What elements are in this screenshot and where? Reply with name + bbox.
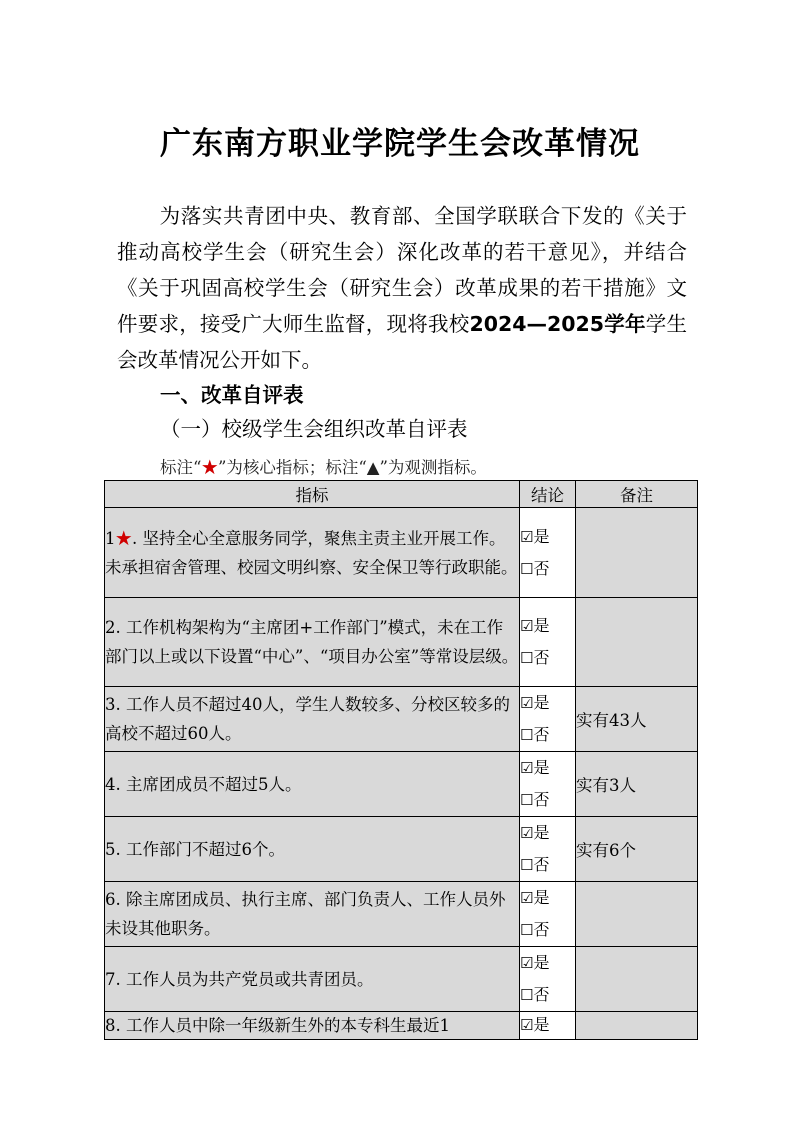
legend-note-part2: ”为核心指标；标注“▲”为观测指标。 [217, 458, 487, 477]
conclusion-cell [520, 947, 576, 1012]
empty-box-icon[interactable]: ☐ [520, 649, 534, 667]
empty-box-icon[interactable]: ☐ [520, 559, 534, 578]
option-label: 是 [533, 888, 550, 907]
remark-cell [576, 598, 698, 687]
option-label: 否 [533, 725, 550, 744]
empty-box-icon[interactable]: ☐ [520, 791, 534, 809]
conclusion-cell [520, 1012, 576, 1040]
option-yes[interactable] [520, 521, 575, 553]
option-yes[interactable] [520, 947, 575, 979]
indicator-number: 2 [105, 618, 116, 637]
option-yes[interactable] [520, 882, 575, 914]
indicator-cell [105, 882, 520, 947]
indicator-text: . 工作人员不超过40人，学生人数较多、分校区较多的高校不超过60人。 [105, 695, 510, 743]
conclusion-cell [520, 882, 576, 947]
empty-box-icon[interactable]: ☐ [520, 986, 534, 1004]
option-yes[interactable] [520, 752, 575, 784]
option-label: 否 [533, 790, 550, 809]
indicator-cell [105, 947, 520, 1012]
option-label: 是 [533, 693, 550, 712]
indicator-text: . 工作人员中除一年级新生外的本专科生最近1 [115, 1016, 450, 1035]
remark-cell [576, 947, 698, 1012]
header-conclusion: 结论 [520, 481, 576, 508]
option-yes[interactable] [520, 817, 575, 849]
remark-cell [576, 882, 698, 947]
conclusion-cell [520, 817, 576, 882]
checked-box-icon[interactable]: ☑ [520, 617, 534, 635]
table-header-row [105, 481, 698, 508]
legend-note-part1: 标注“ [160, 458, 202, 477]
option-no[interactable] [520, 719, 575, 751]
empty-box-icon[interactable]: ☐ [520, 921, 534, 939]
indicator-text: . 工作人员为共产党员或共青团员。 [115, 969, 374, 989]
remark-cell: 实有43人 [576, 687, 698, 752]
indicator-cell [105, 817, 520, 882]
option-no[interactable] [520, 914, 575, 946]
intro-text-b: 学生会改革情况公开如下。 [117, 312, 687, 372]
indicator-number: 8 [105, 1016, 116, 1035]
legend-note [160, 454, 487, 478]
option-no[interactable] [520, 979, 575, 1011]
conclusion-cell [520, 508, 576, 598]
indicator-text: . 坚持全心全意服务同学，聚焦主责主业开展工作。未承担宿舍管理、校园文明纠察、安全保卫等行政职能。 [105, 528, 518, 577]
checked-box-icon[interactable]: ☑ [520, 824, 534, 842]
checked-box-icon[interactable]: ☑ [520, 694, 534, 712]
option-label: 否 [533, 920, 550, 939]
checked-box-icon[interactable]: ☑ [520, 527, 534, 546]
table-row [105, 508, 698, 598]
remark-cell [576, 1012, 698, 1040]
option-no[interactable] [520, 553, 575, 585]
checked-box-icon[interactable]: ☑ [520, 759, 534, 777]
option-label: 是 [533, 823, 550, 842]
indicator-number: 3 [105, 695, 116, 714]
option-label: 是 [533, 1015, 550, 1034]
intro-bold-year: 2024—2025学年 [469, 312, 646, 336]
indicator-text: . 主席团成员不超过5人。 [115, 774, 302, 794]
remark-cell: 实有6个 [576, 817, 698, 882]
indicator-cell [105, 752, 520, 817]
indicator-number: 5 [105, 839, 116, 859]
core-star-icon: ★ [115, 528, 132, 548]
option-no[interactable] [520, 849, 575, 881]
self-evaluation-table [104, 480, 698, 1040]
table-row [105, 598, 698, 687]
document-title: 广东南方职业学院学生会改革情况 [160, 126, 640, 162]
indicator-number: 1 [105, 528, 116, 548]
indicator-number: 4 [105, 774, 116, 794]
option-label: 是 [533, 758, 550, 777]
indicator-text: . 工作部门不超过6个。 [115, 839, 285, 859]
checked-box-icon[interactable]: ☑ [520, 1016, 534, 1034]
intro-text-a: 为落实共青团中央、教育部、全国学联联合下发的《关于推动高校学生会（研究生会）深化改革的若干意见》，并结合《关于巩固高校学生会（研究生会）改革成果的若干措施》文件要求，接受广大师生监督，现将我校 [117, 204, 687, 336]
sub-heading: （一）校级学生会组织改革自评表 [160, 417, 468, 441]
indicator-text: . 工作机构架构为“主席团+工作部门”模式，未在工作部门以上或以下设置“中心”、“项目办公室”等常设层级。 [105, 618, 519, 666]
option-no[interactable] [520, 784, 575, 816]
conclusion-cell [520, 687, 576, 752]
header-indicator: 指标 [105, 481, 520, 508]
checked-box-icon[interactable]: ☑ [520, 954, 534, 972]
table-row [105, 752, 698, 817]
table-row [105, 882, 698, 947]
conclusion-cell [520, 598, 576, 687]
option-label: 是 [533, 953, 550, 972]
empty-box-icon[interactable]: ☐ [520, 856, 534, 874]
option-label: 否 [533, 648, 550, 667]
core-star-icon: ★ [201, 458, 218, 477]
header-remark: 备注 [576, 481, 698, 508]
option-yes[interactable] [520, 1012, 575, 1038]
indicator-number: 6 [105, 890, 116, 909]
option-label: 否 [533, 558, 550, 578]
indicator-cell [105, 598, 520, 687]
indicator-cell [105, 687, 520, 752]
option-no[interactable] [520, 642, 575, 674]
section-heading: 一、改革自评表 [160, 383, 304, 407]
table-row [105, 947, 698, 1012]
conclusion-cell [520, 752, 576, 817]
indicator-cell [105, 1012, 520, 1040]
option-yes[interactable] [520, 687, 575, 719]
table-body [105, 508, 698, 1040]
option-label: 否 [533, 855, 550, 874]
indicator-text: . 除主席团成员、执行主席、部门负责人、工作人员外未设其他职务。 [105, 890, 506, 938]
intro-paragraph [117, 198, 687, 378]
indicator-cell [105, 508, 520, 598]
indicator-number: 7 [105, 969, 116, 989]
checked-box-icon[interactable]: ☑ [520, 889, 534, 907]
table-row [105, 1012, 698, 1040]
empty-box-icon[interactable]: ☐ [520, 726, 534, 744]
option-label: 是 [533, 616, 550, 635]
remark-cell: 实有3人 [576, 752, 698, 817]
option-yes[interactable] [520, 610, 575, 642]
table-row [105, 687, 698, 752]
option-label: 是 [533, 526, 550, 546]
option-label: 否 [533, 985, 550, 1004]
table-row [105, 817, 698, 882]
remark-cell [576, 508, 698, 598]
